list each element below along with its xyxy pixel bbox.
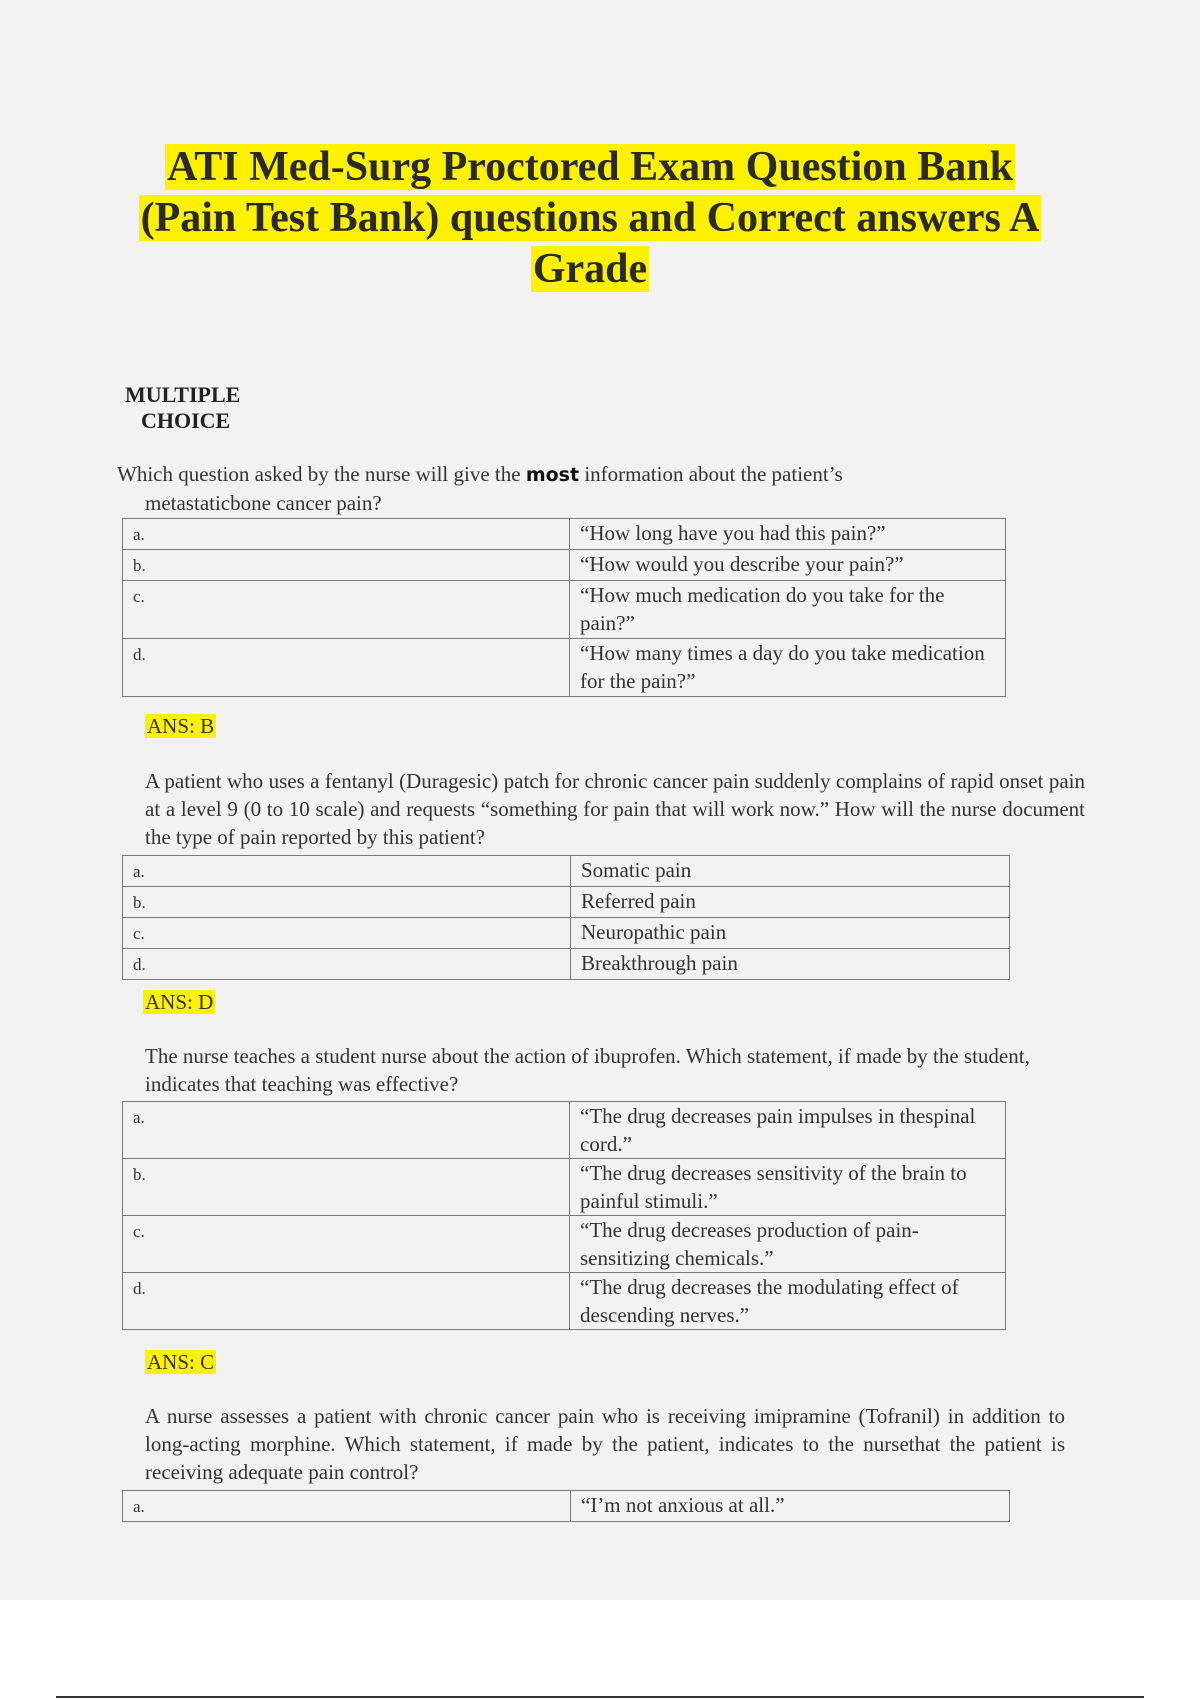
question-4-stem: A nurse assesses a patient with chronic cancer pain who is receiving imipramine (Tofranil) in addition to long-acting morphine. Which statement, if made by the patient, indicates to the nursethat the patient is receiving adequate pain control? <box>145 1404 1065 1484</box>
option-row <box>123 519 1006 550</box>
option-row <box>123 1491 1010 1522</box>
question-1-stem <box>117 460 1017 517</box>
option-text: “The drug decreases production of pain- sensitizing chemicals.” <box>570 1216 1006 1273</box>
option-row <box>123 1102 1006 1159</box>
option-letter: b. <box>123 887 571 918</box>
option-letter: d. <box>123 639 570 697</box>
option-row <box>123 1216 1006 1273</box>
page-bottom-rule <box>56 1696 1144 1698</box>
option-row <box>123 887 1010 918</box>
question-1-stem-after: information about the patient’s <box>579 462 843 486</box>
option-letter: a. <box>123 856 571 887</box>
option-text: “How much medication do you take for the pain?” <box>570 581 1006 639</box>
title-line-3: Grade <box>532 246 648 292</box>
option-row <box>123 918 1010 949</box>
option-text: Breakthrough pain <box>571 949 1010 980</box>
option-row <box>123 1159 1006 1216</box>
title-line-2: (Pain Test Bank) questions and Correct answers A <box>140 195 1040 241</box>
section-heading-line-2: CHOICE <box>141 408 231 433</box>
question-3-stem: The nurse teaches a student nurse about the action of ibuprofen. Which statement, if made by the student, indicates that teaching was effective? <box>145 1044 1030 1096</box>
question-2-stem: A patient who uses a fentanyl (Duragesic) patch for chronic cancer pain suddenly complains of rapid onset pain at a level 9 (0 to 10 scale) and requests “something for pain that will work now.” How will the nurse document the type of pain reported by this patient? <box>145 769 1085 849</box>
question-1-answer <box>145 713 216 739</box>
option-row <box>123 1273 1006 1330</box>
option-text: “How many times a day do you take medication for the pain?” <box>570 639 1006 697</box>
option-letter: c. <box>123 1216 570 1273</box>
option-text: Referred pain <box>571 887 1010 918</box>
question-2-options <box>122 855 1010 980</box>
option-letter: c. <box>123 581 570 639</box>
question-1-stem-emphasis: most <box>525 464 580 486</box>
question-1-stem-before: Which question asked by the nurse will give the <box>117 462 526 486</box>
option-text: “How long have you had this pain?” <box>570 519 1006 550</box>
option-letter: d. <box>123 1273 570 1330</box>
document-title <box>90 142 1090 295</box>
option-text: Neuropathic pain <box>571 918 1010 949</box>
question-4-options <box>122 1490 1010 1522</box>
option-letter: d. <box>123 949 571 980</box>
option-row <box>123 581 1006 639</box>
option-letter: b. <box>123 550 570 581</box>
option-text: Somatic pain <box>571 856 1010 887</box>
option-row <box>123 856 1010 887</box>
question-1-stem-line-2: metastaticbone cancer pain? <box>145 491 382 515</box>
section-heading <box>125 382 240 434</box>
option-text: “The drug decreases the modulating effect of descending nerves.” <box>570 1273 1006 1330</box>
option-letter: c. <box>123 918 571 949</box>
option-text: “How would you describe your pain?” <box>570 550 1006 581</box>
option-letter: a. <box>123 1491 571 1522</box>
option-letter: a. <box>123 1102 570 1159</box>
question-2-answer <box>143 989 215 1015</box>
answer-highlight: ANS: B <box>147 714 215 738</box>
option-letter: b. <box>123 1159 570 1216</box>
option-letter: a. <box>123 519 570 550</box>
answer-highlight: ANS: C <box>147 1350 215 1374</box>
section-heading-line-1: MULTIPLE <box>125 382 241 407</box>
question-3-options <box>122 1101 1006 1330</box>
option-row <box>123 639 1006 697</box>
question-1-options <box>122 518 1006 697</box>
answer-highlight: ANS: D <box>145 990 214 1014</box>
option-text: “The drug decreases pain impulses in thespinal cord.” <box>570 1102 1006 1159</box>
option-row <box>123 550 1006 581</box>
option-text: “I’m not anxious at all.” <box>571 1491 1010 1522</box>
title-line-1: ATI Med-Surg Proctored Exam Question Bank <box>167 144 1013 190</box>
question-3-answer <box>145 1349 216 1375</box>
option-text: “The drug decreases sensitivity of the brain to painful stimuli.” <box>570 1159 1006 1216</box>
option-row <box>123 949 1010 980</box>
